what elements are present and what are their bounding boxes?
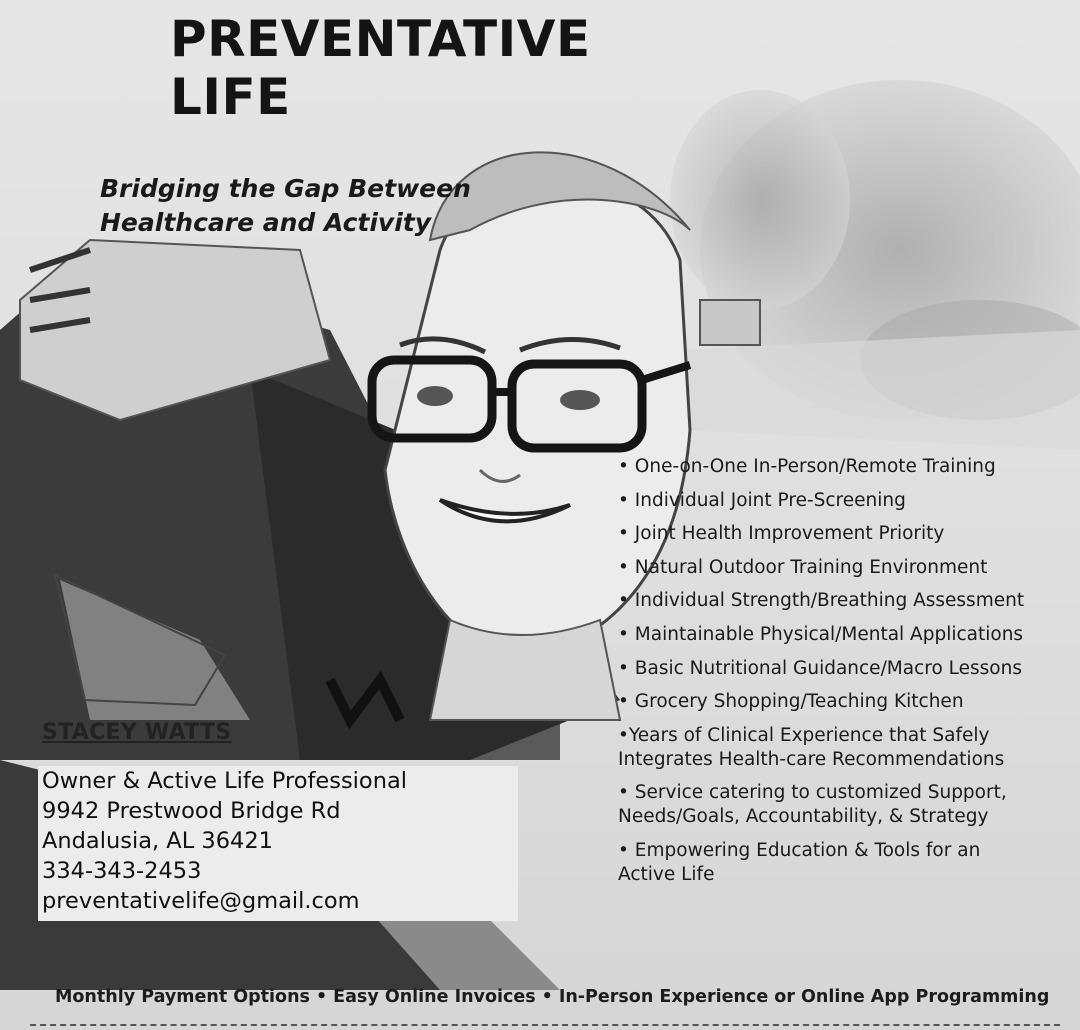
service-item: • Individual Strength/Breathing Assessment	[618, 590, 1025, 612]
footer-item-programming: In-Person Experience or Online App Programming	[558, 987, 1050, 1007]
contact-phone: 334-343-2453	[42, 858, 202, 884]
contact-city: Andalusia, AL 36421	[42, 828, 273, 854]
service-item: •Years of Clinical Experience that Safely Integrates Health-care Recommendations	[618, 724, 1005, 770]
footer-item-payment: Monthly Payment Options	[55, 987, 310, 1007]
tagline	[100, 172, 471, 240]
service-item: • Basic Nutritional Guidance/Macro Lessons	[618, 657, 1022, 679]
footer-separator: •	[315, 987, 328, 1007]
contact-street: 9942 Prestwood Bridge Rd	[42, 798, 341, 824]
tagline-line-1: Bridging the Gap Between	[100, 174, 471, 203]
footer-features	[55, 987, 1049, 1007]
service-item: • Empowering Education & Tools for an Active Life	[618, 839, 981, 885]
service-item: • Maintainable Physical/Mental Applications	[618, 623, 1024, 645]
contact-name: STACEY WATTS	[42, 720, 232, 745]
service-item: • Natural Outdoor Training Environment	[618, 556, 988, 578]
services-list	[618, 455, 1058, 897]
service-item: • Individual Joint Pre-Screening	[618, 489, 906, 511]
tagline-line-2: Healthcare and Activity	[100, 208, 432, 237]
service-item: • Joint Health Improvement Priority	[618, 523, 945, 545]
footer-item-invoices: Easy Online Invoices	[333, 987, 536, 1007]
title-line-2: LIFE	[170, 68, 291, 126]
footer-separator: •	[541, 987, 553, 1007]
cut-line-divider	[30, 1024, 1060, 1026]
tree-scenery	[670, 80, 1080, 450]
service-item: • Service catering to customized Support, Needs/Goals, Accountability, & Strategy	[618, 782, 1007, 828]
page-title	[170, 10, 591, 126]
contact-role: Owner & Active Life Professional	[42, 768, 407, 794]
service-item: • One-on-One In-Person/Remote Training	[618, 456, 996, 477]
contact-details	[42, 766, 407, 916]
contact-email: preventativelife@gmail.com	[42, 888, 360, 914]
title-line-1: PREVENTATIVE	[170, 10, 591, 68]
service-item: • Grocery Shopping/Teaching Kitchen	[618, 691, 964, 713]
